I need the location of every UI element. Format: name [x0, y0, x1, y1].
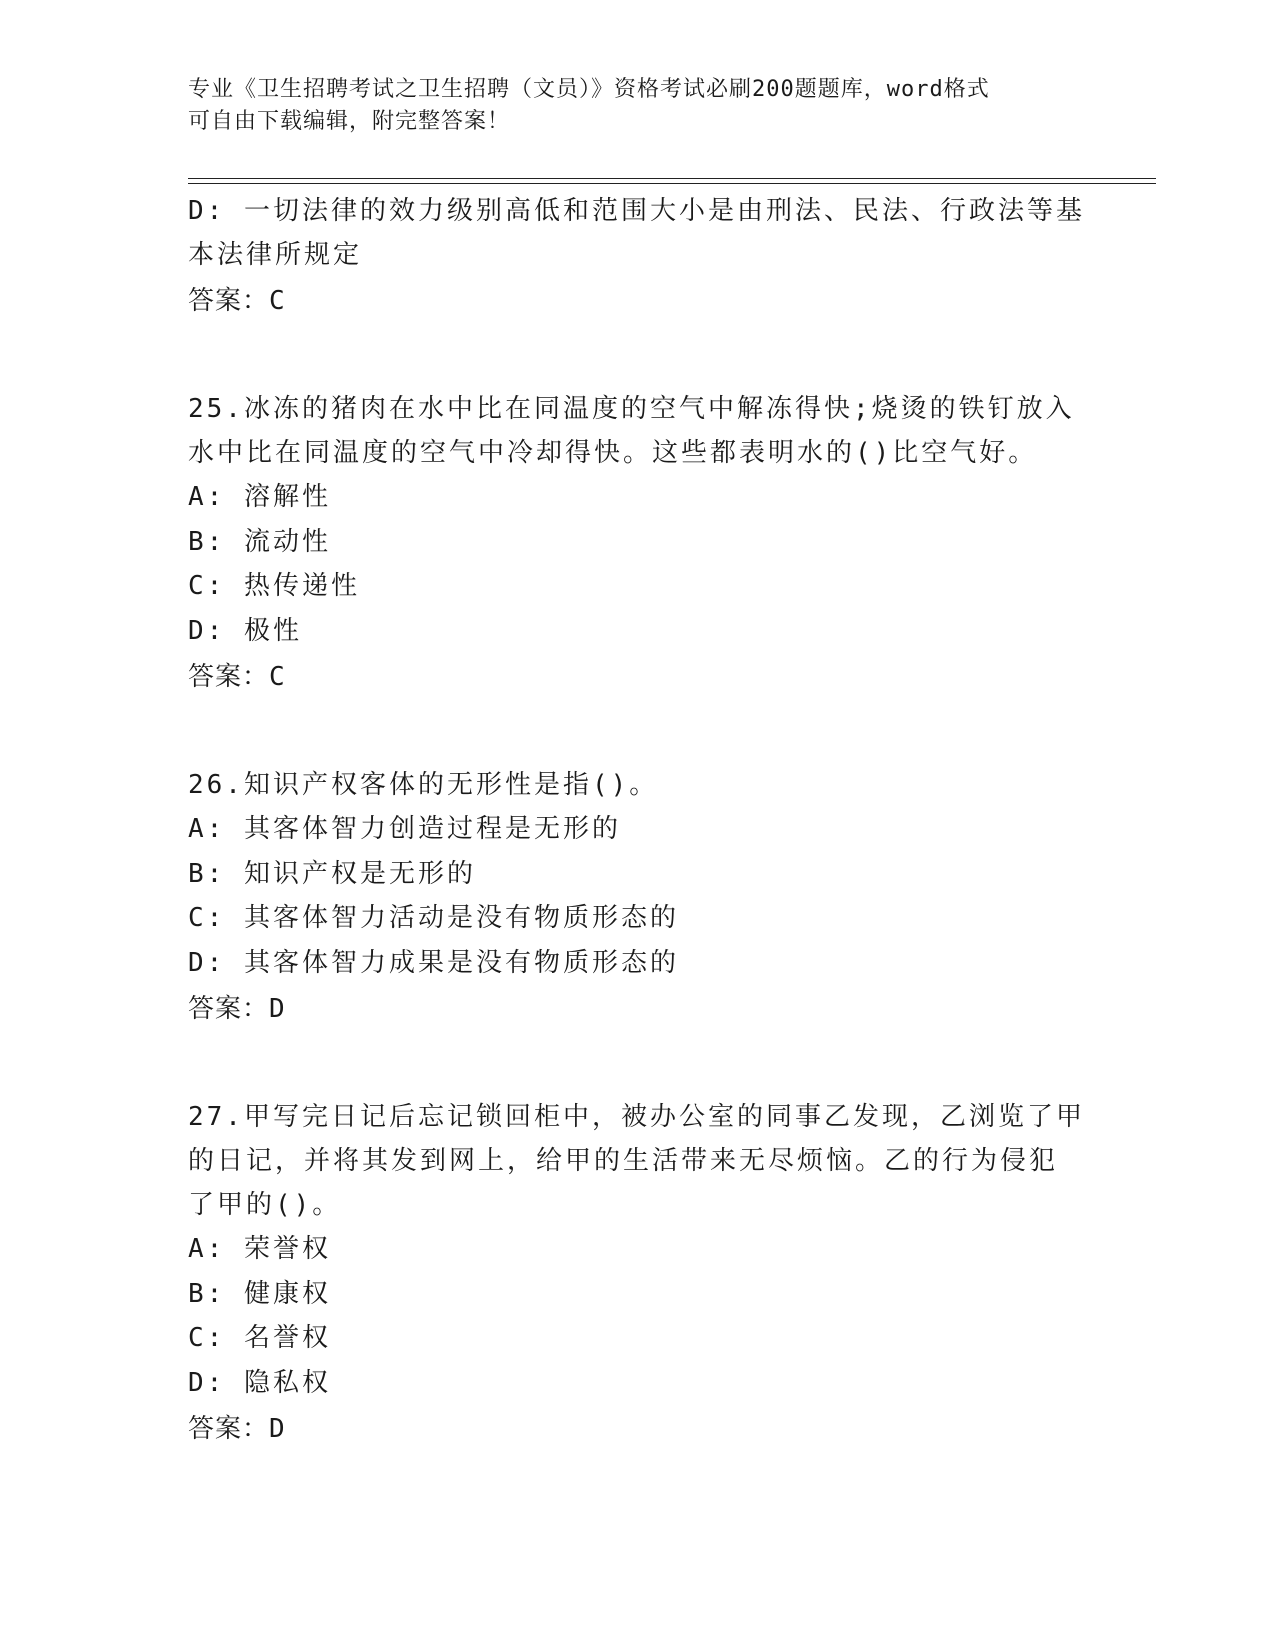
- header-line-1: 专业《卫生招聘考试之卫生招聘（文员）》资格考试必刷200题题库，word格式: [188, 77, 990, 102]
- prev-option-d-line-1: D: 一切法律的效力级别高低和范围大小是由刑法、民法、行政法等基: [188, 196, 1085, 226]
- answer-label: 答案：: [188, 662, 270, 692]
- option-b: B: 流动性: [188, 526, 331, 557]
- question-27: [188, 1095, 1088, 1453]
- option-a: A: 荣誉权: [188, 1234, 331, 1264]
- question-26: [188, 763, 1088, 1033]
- prev-question-block: [188, 189, 1088, 325]
- question-answer: [188, 1405, 1088, 1453]
- answer-value: D: [269, 1414, 286, 1444]
- question-stem-line: 水中比在同温度的空气中冷却得快。这些都表明水的()比空气好。: [188, 438, 1038, 468]
- document-body: [188, 189, 1088, 1453]
- answer-value: C: [269, 662, 286, 692]
- question-stem-line: 27.甲写完日记后忘记锁回柜中，被办公室的同事乙发现，乙浏览了甲: [188, 1102, 1085, 1132]
- question-answer: [188, 653, 1088, 701]
- question-stem-line: 了甲的()。: [188, 1190, 342, 1220]
- question-stem-line: 26.知识产权客体的无形性是指()。: [188, 770, 659, 800]
- answer-value: C: [269, 286, 286, 316]
- option-a: A: 溶解性: [188, 482, 331, 512]
- answer-value: D: [269, 994, 286, 1024]
- question-stem-line: 的日记，并将其发到网上，给甲的生活带来无尽烦恼。乙的行为侵犯: [188, 1146, 1059, 1176]
- option-c: C: 热传递性: [188, 571, 360, 601]
- option-b: B: 知识产权是无形的: [188, 858, 476, 889]
- answer-label: 答案：: [188, 286, 270, 316]
- option-c: C: 其客体智力活动是没有物质形态的: [188, 903, 679, 933]
- option-d: D: 极性: [188, 615, 302, 646]
- question-answer: [188, 985, 1088, 1033]
- option-a: A: 其客体智力创造过程是无形的: [188, 814, 621, 844]
- option-c: C: 名誉权: [188, 1323, 331, 1353]
- header-divider-bottom: [188, 183, 1156, 184]
- answer-label: 答案：: [188, 994, 270, 1024]
- question-stem-line: 25.冰冻的猪肉在水中比在同温度的空气中解冻得快;烧烫的铁钉放入: [188, 394, 1075, 424]
- option-d: D: 隐私权: [188, 1367, 331, 1398]
- prev-answer: [188, 277, 1088, 325]
- header-divider-top: [188, 178, 1156, 179]
- option-d: D: 其客体智力成果是没有物质形态的: [188, 947, 679, 978]
- document-header: [188, 74, 1068, 138]
- prev-option-d-line-2: 本法律所规定: [188, 240, 363, 270]
- question-25: [188, 387, 1088, 701]
- option-b: B: 健康权: [188, 1278, 331, 1309]
- header-line-2: 可自由下载编辑，附完整答案！: [188, 109, 511, 134]
- answer-label: 答案：: [188, 1414, 270, 1444]
